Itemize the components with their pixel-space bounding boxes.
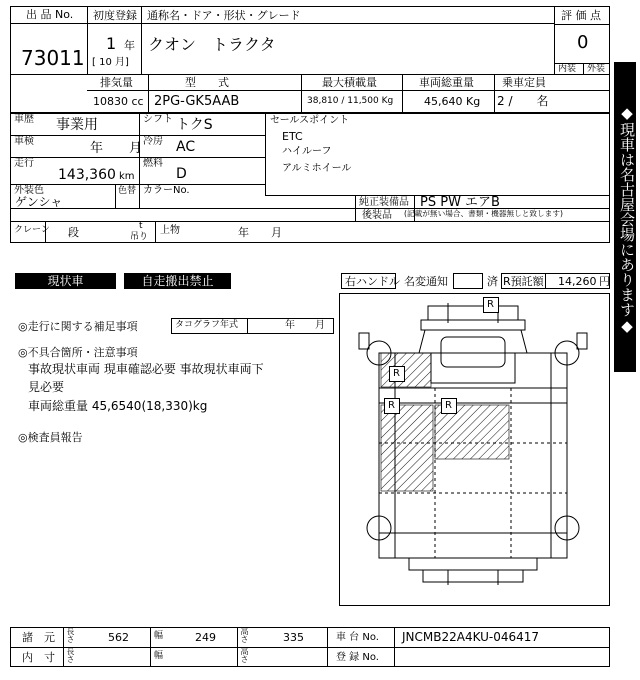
truck-diagram bbox=[339, 293, 610, 606]
inspection: 年 月 bbox=[90, 141, 143, 156]
crane-ton: t bbox=[139, 221, 143, 231]
tacho-label: タコグラフ年式 bbox=[175, 320, 239, 330]
max-load: 38,810 / 11,500 Kg bbox=[307, 96, 394, 106]
inner-height-label: 高さ bbox=[240, 647, 249, 663]
first-reg-month: [ 10 月] bbox=[92, 57, 129, 68]
interior-grade-label: 内装 bbox=[558, 64, 577, 74]
tacho-value: 年 月 bbox=[285, 320, 325, 331]
chassis-label: 車 台 No. bbox=[336, 632, 379, 643]
height: 335 bbox=[283, 631, 304, 644]
upper-value: 年 月 bbox=[238, 226, 282, 239]
name-change-box bbox=[453, 273, 483, 289]
defect-line: 見必要 bbox=[28, 380, 65, 394]
recycle-amount: 14,260 bbox=[558, 275, 597, 288]
handle: 右ハンドル bbox=[345, 275, 400, 288]
history-label: 車歴 bbox=[14, 114, 34, 125]
color-change-label: 色替 bbox=[118, 186, 137, 196]
shift-label: シフト bbox=[143, 114, 173, 125]
inner-length-label: 長さ bbox=[66, 647, 75, 663]
capacity-label: 乗車定員 bbox=[502, 76, 546, 89]
fuel: D bbox=[176, 166, 187, 182]
recycle-unit: 円 bbox=[599, 275, 610, 288]
gross-weight-label: 車両総重量 bbox=[419, 76, 474, 89]
length-label: 長さ bbox=[66, 627, 75, 643]
color-no-label: カラーNo. bbox=[143, 185, 190, 196]
ac-label: 冷房 bbox=[143, 136, 163, 147]
sales-point-item: アルミホイール bbox=[282, 163, 352, 174]
height-label: 高さ bbox=[240, 627, 249, 643]
recycle-prefix: 済 bbox=[487, 275, 498, 288]
color: ゲンシャ bbox=[15, 195, 63, 209]
dims-label: 諸 元 bbox=[22, 631, 55, 644]
model-label: 型 式 bbox=[185, 76, 229, 89]
displacement-label: 排気量 bbox=[100, 76, 133, 89]
repair-mark-label: R bbox=[487, 299, 494, 310]
grade-label: 評 価 点 bbox=[561, 9, 601, 22]
history: 事業用 bbox=[56, 117, 98, 133]
car-name: クオン トラクタ bbox=[148, 35, 276, 54]
car-name-label: 通称名・ドア・形状・グレード bbox=[147, 9, 301, 22]
defect-line: 車両総重量 45,6540(18,330)kg bbox=[28, 399, 208, 413]
inner-width-label: 幅 bbox=[154, 651, 164, 661]
defects-title: ◎不具合箇所・注意事項 bbox=[18, 346, 138, 359]
upper-label: 上物 bbox=[160, 225, 180, 236]
mileage-unit: km bbox=[119, 171, 135, 182]
color-label: 外装色 bbox=[14, 185, 44, 196]
repair-mark-label: R bbox=[393, 368, 400, 379]
name-change-label: 名変通知 bbox=[404, 275, 448, 288]
first-reg-year-unit: 年 bbox=[124, 39, 135, 52]
width: 249 bbox=[195, 631, 216, 644]
ac: AC bbox=[176, 139, 196, 155]
equipment: PS PW エアB bbox=[420, 195, 500, 210]
inspector-report-title: ◎検査員報告 bbox=[18, 431, 83, 444]
venue-banner: ◆現車は名古屋会場にあります◆ bbox=[614, 62, 636, 372]
reg-no-label: 登 録 No. bbox=[336, 652, 379, 663]
capacity: 2 / 名 bbox=[497, 94, 549, 108]
first-reg-year: 1 bbox=[106, 34, 117, 53]
chassis-no: JNCMB22A4KU-046417 bbox=[402, 630, 540, 644]
crane-hang: 吊り bbox=[130, 232, 149, 242]
crane-step: 段 bbox=[68, 226, 79, 239]
sales-point-item: ハイルーフ bbox=[282, 146, 332, 157]
displacement: 10830 cc bbox=[93, 95, 144, 108]
crane-label: クレーン bbox=[14, 225, 50, 235]
gross-weight: 45,640 Kg bbox=[424, 95, 481, 108]
status-badge-as-is: 現状車 bbox=[15, 273, 116, 289]
driving-notes-title: ◎走行に関する補足事項 bbox=[18, 320, 138, 333]
repair-mark-label: R bbox=[445, 400, 452, 411]
sales-point-label: セールスポイント bbox=[270, 115, 350, 126]
inspection-label: 車検 bbox=[14, 136, 34, 147]
grade-value: 0 bbox=[577, 32, 589, 53]
mileage: 143,360 bbox=[58, 167, 116, 183]
first-reg-label: 初度登録 bbox=[93, 9, 137, 22]
recycle-label: R預託額 bbox=[503, 275, 544, 288]
mileage-label: 走行 bbox=[14, 158, 34, 169]
lot-no: 73011 bbox=[21, 46, 85, 70]
sales-point-item: ETC bbox=[282, 130, 303, 143]
equipment-label: 純正装備品 bbox=[359, 197, 409, 208]
lot-no-label: 出 品 No. bbox=[26, 8, 74, 21]
length: 562 bbox=[108, 631, 129, 644]
repair-mark-label: R bbox=[388, 400, 395, 411]
width-label: 幅 bbox=[154, 631, 164, 641]
inner-dims-label: 内 寸 bbox=[22, 651, 55, 664]
aftermarket-note: (記載が無い場合、書類・機器無しと致します) bbox=[404, 210, 563, 219]
model: 2PG-GK5AAB bbox=[154, 94, 240, 109]
max-load-label: 最大積載量 bbox=[322, 76, 377, 89]
shift: トクS bbox=[176, 117, 213, 133]
aftermarket-label: 後装品 bbox=[362, 210, 392, 221]
status-badge-no-self-drive: 自走搬出禁止 bbox=[124, 273, 231, 289]
fuel-label: 燃料 bbox=[143, 158, 163, 169]
defect-line: 事故現状車両 現車確認必要 事故現状車両下 bbox=[28, 362, 264, 376]
exterior-grade-label: 外装 bbox=[587, 64, 606, 74]
